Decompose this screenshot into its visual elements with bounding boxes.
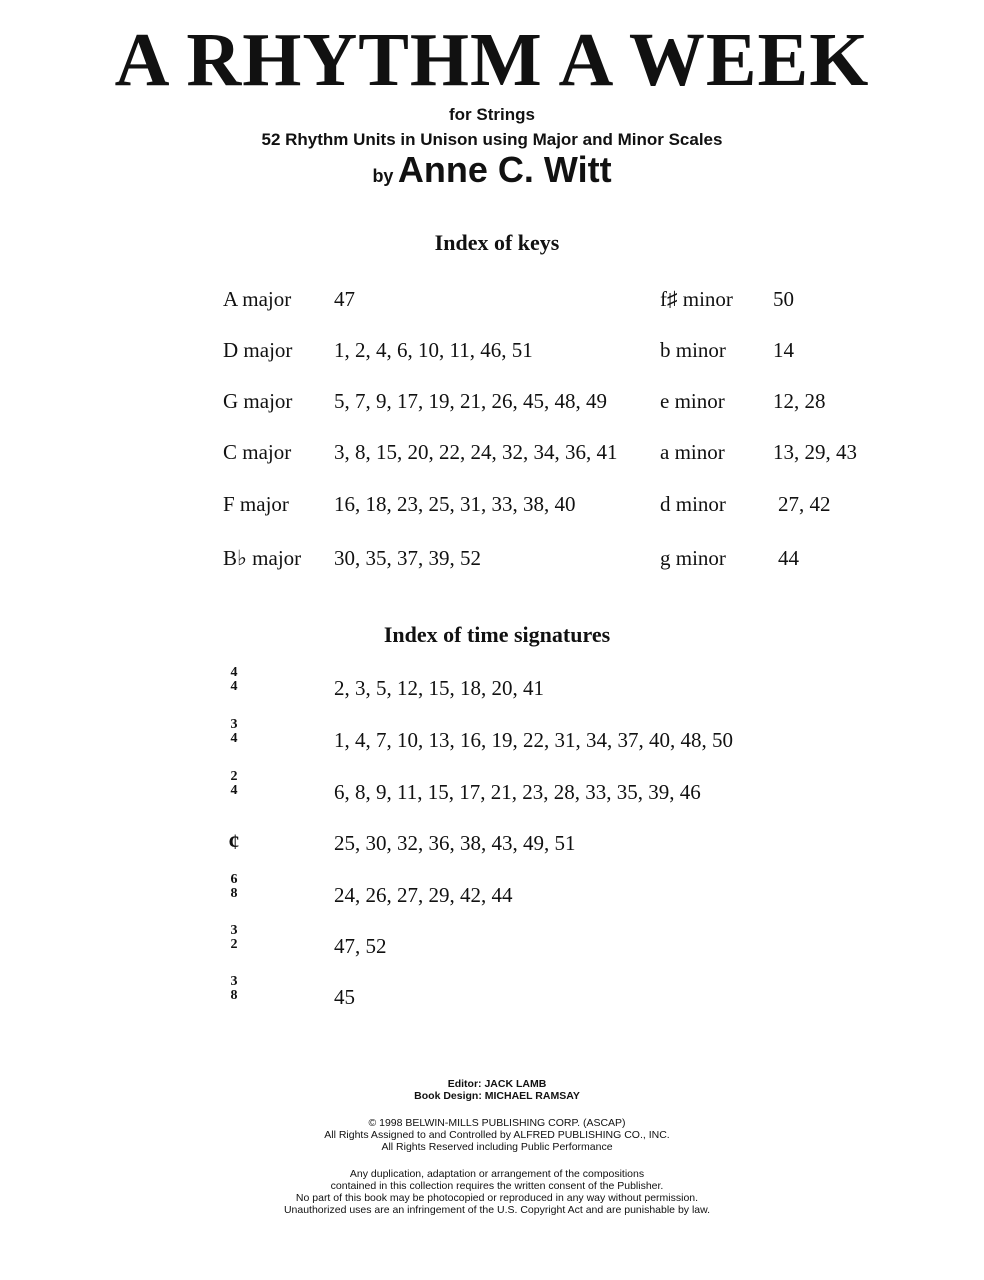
legal-notice-line: contained in this collection requires the written consent of the Publisher. (330, 1180, 664, 1192)
keys-index-heading: Index of keys (434, 230, 560, 255)
time-signature-units: 6, 8, 9, 11, 15, 17, 21, 23, 28, 33, 35, 39, 46 (334, 780, 701, 804)
time-signature-numerator: 3 (230, 717, 238, 732)
rights-reserved-line: All Rights Reserved including Public Performance (381, 1141, 613, 1153)
time-signature-denominator: 8 (230, 886, 238, 901)
legal-notice-line: Any duplication, adaptation or arrangement of the compositions (349, 1168, 645, 1180)
design-credit: Book Design: MICHAEL RAMSAY (414, 1090, 580, 1102)
major-key-units: 16, 18, 23, 25, 31, 33, 38, 40 (334, 492, 576, 516)
time-signature-numerator: 3 (230, 974, 238, 989)
minor-key-units: 14 (773, 338, 794, 362)
minor-key-name: a minor (660, 440, 725, 464)
minor-key-units: 50 (773, 287, 794, 311)
editor-credit: Editor: JACK LAMB (447, 1078, 547, 1090)
minor-key-units: 12, 28 (773, 389, 826, 413)
minor-key-name: e minor (660, 389, 725, 413)
by-label: by (372, 166, 394, 186)
author-name: Anne C. Witt (397, 149, 612, 190)
time-index-heading: Index of time signatures (383, 622, 611, 647)
time-signature-denominator: 4 (230, 731, 238, 746)
minor-key-name: b minor (660, 338, 726, 362)
byline (0, 149, 984, 190)
cut-time-symbol (224, 831, 244, 853)
time-signature-3-8 (224, 975, 244, 1003)
time-signature-units: 2, 3, 5, 12, 15, 18, 20, 41 (334, 676, 544, 700)
major-key-units: 47 (334, 287, 355, 311)
minor-key-name: f♯ minor (660, 287, 733, 311)
time-signature-denominator: 4 (230, 783, 238, 798)
copyright-line: © 1998 BELWIN-MILLS PUBLISHING CORP. (ASCAP) (368, 1117, 626, 1129)
time-signature-numerator: 6 (230, 872, 238, 887)
major-key-units: 5, 7, 9, 17, 19, 21, 26, 45, 48, 49 (334, 389, 607, 413)
major-key-name: B♭ major (223, 546, 302, 570)
time-signature-6-8 (224, 873, 244, 901)
time-signature-denominator: 4 (230, 679, 238, 694)
time-signature-units: 45 (334, 985, 355, 1009)
major-key-name: D major (223, 338, 293, 362)
book-title: A RHYTHM A WEEK (114, 18, 870, 102)
time-signature-denominator: 2 (230, 937, 238, 952)
rights-assigned-line: All Rights Assigned to and Controlled by ALFRED PUBLISHING CO., INC. (324, 1129, 670, 1141)
cut-time-glyph: ¢ (228, 829, 240, 854)
legal-notice-line: No part of this book may be photocopied or reproduced in any way without permission. (295, 1192, 699, 1204)
major-key-units: 3, 8, 15, 20, 22, 24, 32, 34, 36, 41 (334, 440, 618, 464)
time-signature-numerator: 4 (230, 665, 238, 680)
time-signature-units: 1, 4, 7, 10, 13, 16, 19, 22, 31, 34, 37, 40, 48, 50 (334, 728, 733, 752)
major-key-name: A major (223, 287, 292, 311)
time-signature-2-4 (224, 770, 244, 798)
minor-key-units: 44 (778, 546, 799, 570)
minor-key-name: d minor (660, 492, 726, 516)
time-signature-3-4 (224, 718, 244, 746)
major-key-units: 30, 35, 37, 39, 52 (334, 546, 481, 570)
minor-key-units: 27, 42 (778, 492, 831, 516)
legal-notice-line: Unauthorized uses are an infringement of the U.S. Copyright Act and are punishable by law. (283, 1204, 711, 1216)
time-signature-4-4 (224, 666, 244, 694)
subtitle-description: 52 Rhythm Units in Unison using Major and Minor Scales (261, 130, 723, 149)
time-signature-3-2 (224, 924, 244, 952)
major-key-name: C major (223, 440, 292, 464)
major-key-units: 1, 2, 4, 6, 10, 11, 46, 51 (334, 338, 533, 362)
time-signature-denominator: 8 (230, 988, 238, 1003)
minor-key-name: g minor (660, 546, 726, 570)
major-key-name: G major (223, 389, 293, 413)
time-signature-units: 25, 30, 32, 36, 38, 43, 49, 51 (334, 831, 576, 855)
time-signature-numerator: 3 (230, 923, 238, 938)
subtitle-instrument: for Strings (449, 105, 535, 124)
minor-key-units: 13, 29, 43 (773, 440, 857, 464)
time-signature-units: 24, 26, 27, 29, 42, 44 (334, 883, 513, 907)
time-signature-units: 47, 52 (334, 934, 387, 958)
major-key-name: F major (223, 492, 289, 516)
time-signature-numerator: 2 (230, 769, 238, 784)
